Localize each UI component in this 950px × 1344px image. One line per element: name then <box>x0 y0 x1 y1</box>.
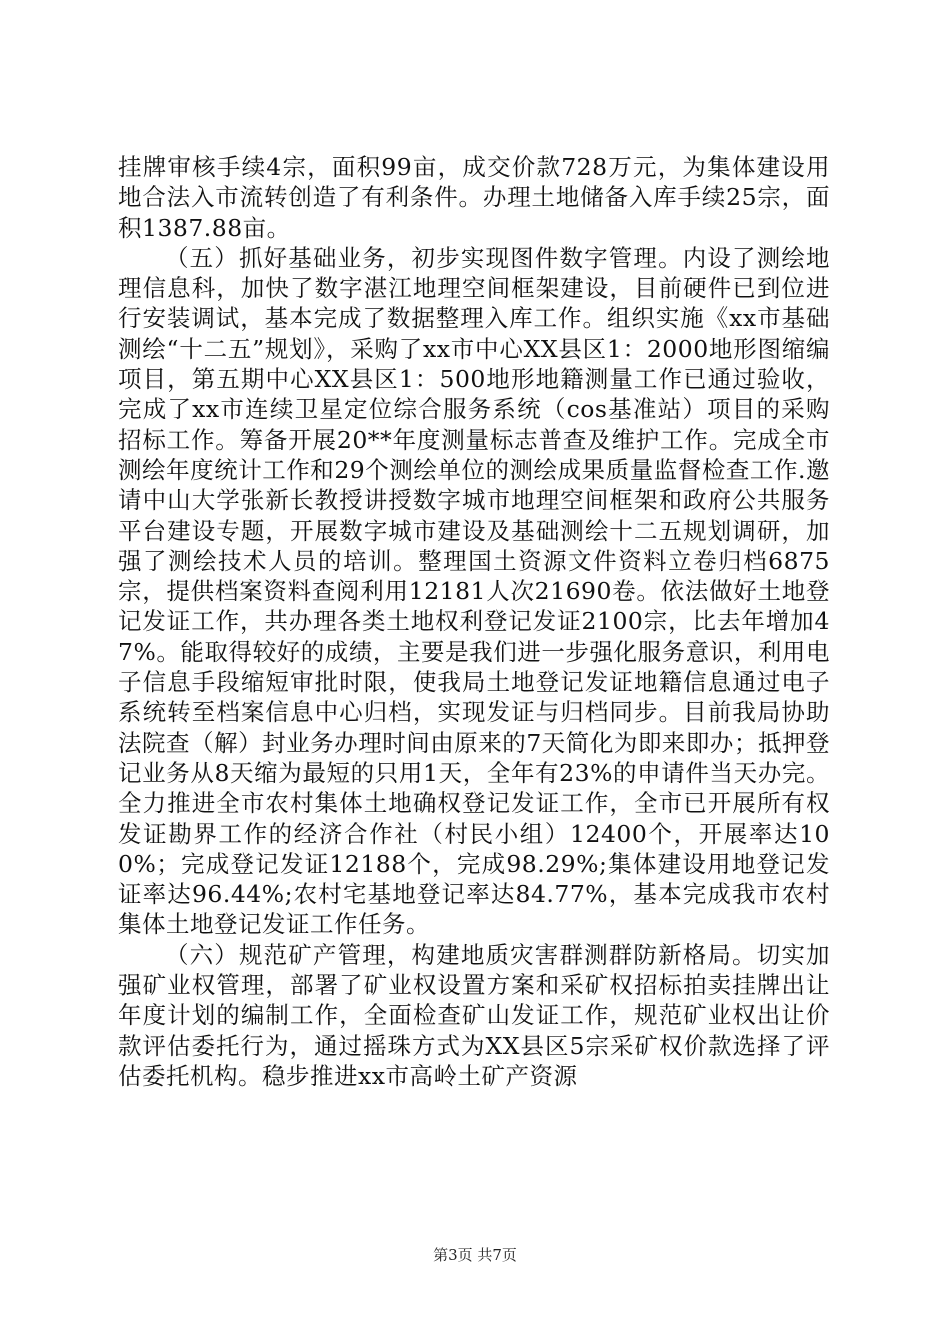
document-body <box>118 152 830 1091</box>
paragraph-continuation: 挂牌审核手续4宗，面积99亩，成交价款728万元，为集体建设用地合法入市流转创造了有利条件。办理土地储备入库手续25宗，面积1387.88亩。 <box>118 153 830 242</box>
paragraph-section-six: （六）规范矿产管理，构建地质灾害群测群防新格局。切实加强矿业权管理，部署了矿业权设置方案和采矿权招标拍卖挂牌出让年度计划的编制工作，全面检查矿山发证工作，规范矿业权出让价款评估委托行为，通过摇珠方式为XX县区5宗采矿权价款选择了评估委托机构。稳步推进xx市高岭土矿产资源 <box>118 940 830 1090</box>
page-number-footer: 第3页 共7页 <box>433 1246 517 1264</box>
paragraph-section-five: （五）抓好基础业务，初步实现图件数字管理。内设了测绘地理信息科，加快了数字湛江地理空间框架建设，目前硬件已到位进行安装调试，基本完成了数据整理入库工作。组织实施《xx市基础测绘“十二五”规划》，采购了xx市中心XX县区1：2000地形图缩编项目，第五期中心XX县区1：500地形地籍测量工作已通过验收，完成了xx市连续卫星定位综合服务系统（cos基准站）项目的采购招标工作。筹备开展20**年度测量标志普查及维护工作。完成全市测绘年度统计工作和29个测绘单位的测绘成果质量监督检查工作.邀请中山大学张新长教授讲授数字城市地理空间框架和政府公共服务平台建设专题，开展数字城市建设及基础测绘十二五规划调研，加强了测绘技术人员的培训。整理国土资源文件资料立卷归档6875宗，提供档案资料查阅利用12181人次21690卷。依法做好土地登记发证工作，共办理各类土地权利登记发证2100宗，比去年增加47%。能取得较好的成绩，主要是我们进一步强化服务意识，利用电子信息手段缩短审批时限，使我局土地登记发证地籍信息通过电子系统转至档案信息中心归档，实现发证与归档同步。目前我局协助法院查（解）封业务办理时间由原来的7天简化为即来即办；抵押登记业务从8天缩为最短的只用1天，全年有23%的申请件当天办完。全力推进全市农村集体土地确权登记发证工作，全市已开展所有权发证勘界工作的经济合作社（村民小组）12400个，开展率达100%；完成登记发证12188个，完成98.29%;集体建设用地登记发证率达96.44%;农村宅基地登记率达84.77%，基本完成我市农村集体土地登记发证工作任务。 <box>118 243 830 939</box>
